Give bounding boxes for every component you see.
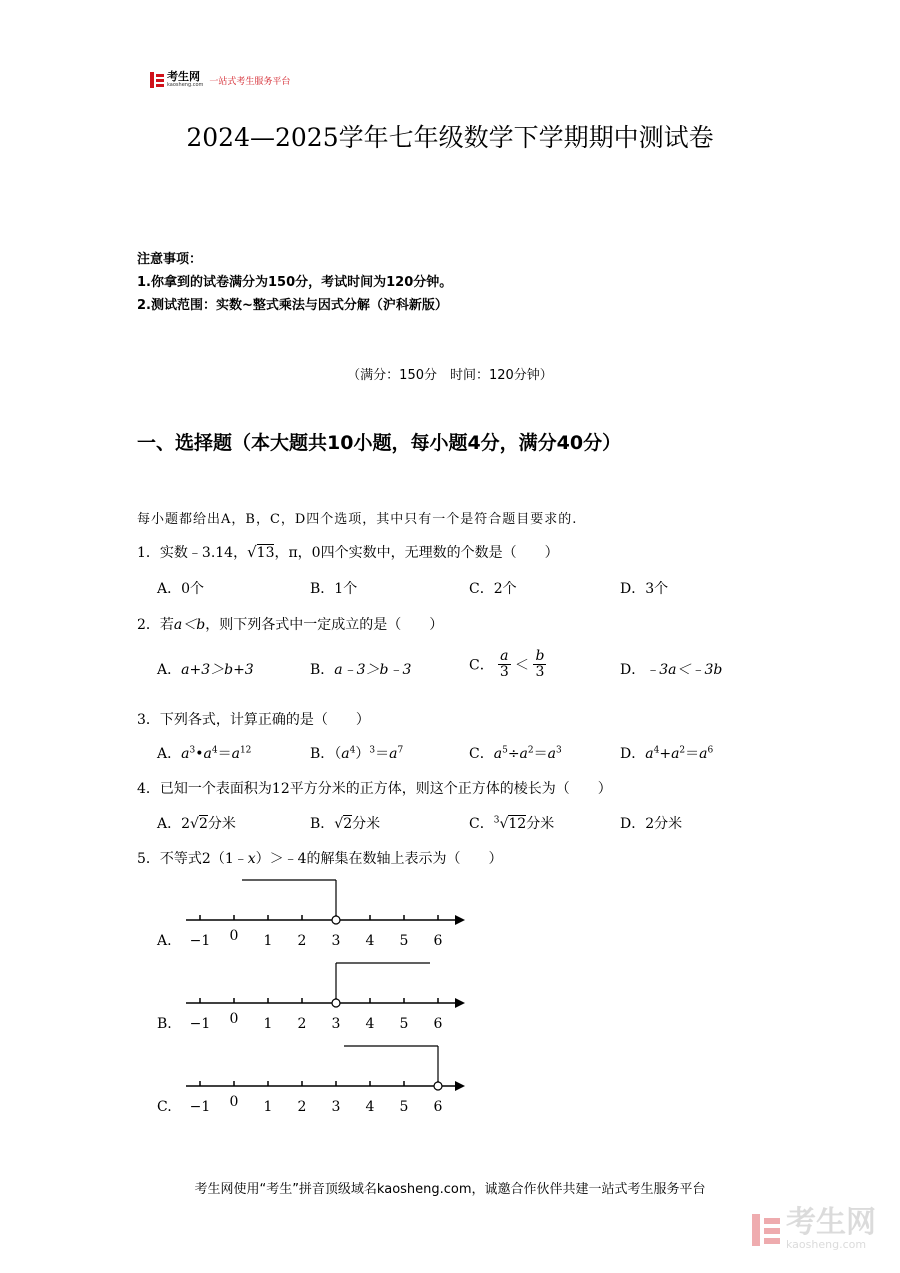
base: a (493, 746, 503, 762)
header-logo (150, 72, 290, 88)
axis-tick-label: 6 (433, 933, 443, 949)
axis-tick-label: 5 (399, 933, 409, 949)
q2-b-text: a﹣3＞b﹣3 (334, 662, 412, 678)
q3-option-a (157, 743, 251, 763)
coefficient: 2 (181, 816, 191, 832)
q2-c-label: C． (469, 657, 494, 674)
axis-arrow-icon (455, 915, 465, 925)
exponent: 4 (653, 745, 660, 756)
notice-line-2: 2.测试范围：实数~整式乘法与因式分解（沪科新版） (137, 298, 448, 313)
exponent: 5 (502, 745, 508, 756)
axis-tick-label: 1 (263, 1016, 273, 1032)
operator: • (195, 746, 204, 762)
open-circle-icon (332, 916, 340, 924)
q2-c-relation: ＜ (514, 657, 529, 674)
notice-heading: 注意事项： (137, 252, 203, 267)
axis-tick-label: 2 (297, 1099, 307, 1115)
kaosheng-watermark-icon (752, 1214, 780, 1246)
unit: 分米 (352, 816, 381, 832)
footer-text: 考生网使用“考生”拼音顶级域名kaosheng.com，诚邀合作伙伴共建一站式考生服务平台 (194, 1182, 706, 1197)
watermark (752, 1205, 876, 1251)
q2-d-label: D． (620, 662, 646, 678)
q1-option-c: C．2个 (469, 581, 517, 597)
q2-option-c (469, 648, 546, 681)
axis-tick-label: 3 (331, 1016, 341, 1032)
base: a (231, 746, 240, 762)
logo-slogan: 一站式考生服务平台 (209, 76, 291, 87)
q3-option-b (310, 743, 403, 763)
q4-option-d: D．2分米 (620, 816, 683, 832)
q2-a-text: a+3＞b+3 (181, 662, 254, 678)
equals: ＝ (685, 746, 700, 762)
watermark-name: 考生网 (786, 1205, 876, 1240)
open-circle-icon (434, 1082, 442, 1090)
exponent: 3 (369, 745, 376, 756)
axis-tick-label: 1 (263, 933, 273, 949)
base: a (547, 746, 556, 762)
number-line-option-label: B. (157, 1016, 172, 1032)
base: a (671, 746, 680, 762)
paren: ） (355, 746, 370, 762)
base: a (519, 746, 528, 762)
axis-tick-label: 5 (399, 1016, 409, 1032)
question-1 (137, 542, 559, 562)
exam-meta: （满分：150分 时间：120分钟） (347, 368, 553, 383)
q2-option-b (310, 659, 411, 679)
question-2 (137, 614, 443, 634)
axis-tick-label: −1 (189, 1016, 211, 1032)
q3-option-d (620, 743, 713, 763)
sqrt-icon: √ (190, 816, 199, 832)
q2-a-label: A． (157, 662, 182, 678)
sqrt-icon: √ (499, 816, 509, 832)
operator: + (659, 746, 672, 762)
equals: ＝ (217, 746, 232, 762)
q2-prefix: 2．若 (137, 617, 174, 633)
exponent: 3 (189, 745, 196, 756)
q3-d-label: D． (620, 746, 646, 762)
q3-option-c (469, 743, 562, 763)
frac-denominator: 3 (499, 664, 509, 680)
q5-prefix: 5．不等式2（1﹣ (137, 851, 248, 867)
q2-d-text: ﹣3a＜﹣3b (645, 662, 723, 678)
number-line-option-label: A. (157, 933, 172, 949)
exponent: 12 (239, 745, 252, 756)
q4-c-label: C． (469, 816, 494, 832)
frac-numerator: a (500, 648, 509, 664)
q1-option-b: B．1个 (310, 581, 358, 597)
axis-tick-label: 0 (229, 1094, 239, 1110)
radicand: 2 (343, 816, 353, 832)
axis-tick-label: 4 (365, 1099, 375, 1115)
q2-option-a (157, 659, 254, 679)
exponent: 2 (527, 745, 534, 756)
equals: ＝ (375, 746, 390, 762)
number-line-option-label: C. (157, 1099, 172, 1115)
exponent: 7 (397, 745, 404, 756)
q3-b-label: B． (310, 746, 335, 762)
q1-option-d: D．3个 (620, 581, 669, 597)
exponent: 3 (556, 745, 562, 756)
frac-numerator: b (535, 648, 545, 664)
q4-b-label: B． (310, 816, 335, 832)
fraction-a-over-3 (498, 648, 510, 681)
q1-radicand: 13 (256, 545, 275, 561)
unit: 分米 (207, 816, 236, 832)
watermark-domain: kaosheng.com (786, 1238, 867, 1251)
q5-suffix: ）＞﹣4的解集在数轴上表示为（ ） (255, 851, 503, 867)
q1-suffix: ，π，0四个实数中，无理数的个数是（ ） (274, 545, 559, 561)
base: a (203, 746, 212, 762)
q3-c-label: C． (469, 746, 494, 762)
axis-tick-label: 3 (331, 933, 341, 949)
q4-option-a (157, 813, 236, 833)
q4-option-c (469, 813, 554, 833)
axis-tick-label: −1 (189, 1099, 211, 1115)
equals: ＝ (533, 746, 548, 762)
question-3: 3．下列各式，计算正确的是（ ） (137, 712, 370, 728)
base: a (181, 746, 190, 762)
question-5 (137, 848, 503, 868)
notice-line-1: 1.你拿到的试卷满分为150分，考试时间为120分钟。 (137, 275, 453, 290)
section-instructions: 每小题都给出A，B，C，D四个选项，其中只有一个是符合题目要求的. (137, 512, 578, 527)
paren: （ (334, 746, 342, 762)
unit: 分米 (526, 816, 555, 832)
number-line-figures (150, 870, 480, 1120)
sqrt-icon: √ (334, 816, 344, 832)
radicand: 2 (198, 816, 208, 832)
exponent: 2 (679, 745, 686, 756)
base: a (645, 746, 654, 762)
fraction-b-over-3 (533, 648, 546, 681)
axis-tick-label: 0 (229, 928, 239, 944)
base: a (699, 746, 708, 762)
operator: ÷ (507, 746, 520, 762)
axis-arrow-icon (455, 998, 465, 1008)
q3-a-label: A． (157, 746, 182, 762)
q4-a-label: A． (157, 816, 182, 832)
base: a (389, 746, 398, 762)
axis-tick-label: 4 (365, 933, 375, 949)
axis-tick-label: 0 (229, 1011, 239, 1027)
q2-option-d (620, 659, 722, 679)
q2-suffix: ，则下列各式中一定成立的是（ ） (205, 617, 444, 633)
base: a (341, 746, 350, 762)
axis-arrow-icon (455, 1081, 465, 1091)
axis-tick-label: 1 (263, 1099, 273, 1115)
axis-tick-label: 4 (365, 1016, 375, 1032)
kaosheng-logo-icon (150, 72, 164, 88)
q2-b-label: B． (310, 662, 335, 678)
radicand: 12 (508, 816, 527, 832)
q2-condition: a＜b (173, 617, 206, 633)
axis-tick-label: 5 (399, 1099, 409, 1115)
question-4: 4．已知一个表面积为12平方分米的正方体，则这个正方体的棱长为（ ） (137, 781, 612, 797)
axis-tick-label: 2 (297, 933, 307, 949)
exponent: 6 (707, 745, 714, 756)
exponent: 4 (349, 745, 356, 756)
open-circle-icon (332, 999, 340, 1007)
q4-option-b (310, 813, 380, 833)
axis-tick-label: 6 (433, 1099, 443, 1115)
root-index: 3 (493, 815, 500, 826)
axis-tick-label: 6 (433, 1016, 443, 1032)
frac-denominator: 3 (535, 664, 545, 680)
logo-name: 考生网 (167, 70, 200, 83)
logo-domain: kaosheng.com (167, 82, 204, 88)
axis-tick-label: 2 (297, 1016, 307, 1032)
axis-tick-label: 3 (331, 1099, 341, 1115)
axis-tick-label: −1 (189, 933, 211, 949)
exponent: 4 (211, 745, 218, 756)
q5-variable: x (247, 851, 256, 867)
section-heading: 一、选择题（本大题共10小题，每小题4分，满分40分） (137, 432, 622, 454)
page-title: 2024—2025学年七年级数学下学期期中测试卷 (186, 123, 714, 152)
q1-prefix: 1．实数﹣3.14， (137, 545, 248, 561)
sqrt-icon: √ (247, 543, 257, 561)
q1-option-a: A．0个 (157, 581, 205, 597)
